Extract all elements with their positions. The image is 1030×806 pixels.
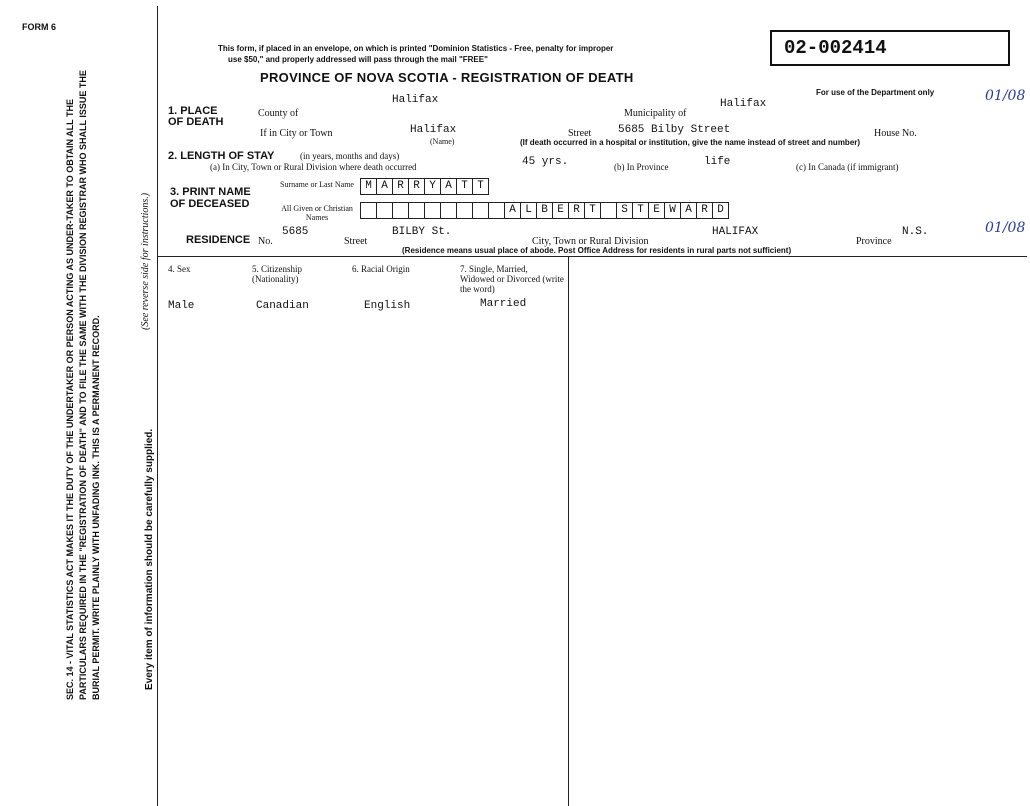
marital-label: 7. Single, Married, Widowed or Divorced (write the word) [460,264,564,294]
city-label: If in City or Town [260,128,333,139]
surname-cell: R [408,178,424,195]
stay-label: 2. LENGTH OF STAY [168,150,275,162]
given-cell: S [616,202,632,219]
divider-main [157,256,1027,257]
given-cell: B [536,202,552,219]
sex-value: Male [168,300,195,312]
side-statute: SEC. 14 - VITAL STATISTICS ACT MAKES IT THE DUTY OF THE UNDERTAKER OR PERSON ACTING AS UNDER-TAKER TO OBTAIN ALL THE PARTICULARS REQUIRED IN THE "REGISTRATION OF DEATH" AND TO FILE THE SAME WITH THE DIVISION REGISTRAR WHO SHALL ISSUE THE BURIAL PERMIT. WRITE PLAINLY WITH UNFADING INK. THIS IS A PERMANENT RECORD. [65,70,101,700]
given-cell [376,202,392,219]
given-cell [440,202,456,219]
name-label: 3. PRINT NAME OF DECEASED [170,186,251,210]
stay-b-value: life [704,156,731,168]
given-label: All Given or Christian Names [281,204,353,222]
surname-cell: Y [424,178,440,195]
given-cell: R [568,202,584,219]
residence-note: (Residence means usual place of abode. Post Office Address for residents in rural parts not sufficient) [402,246,792,255]
dept-mark-2: 01/08 [985,220,1026,236]
given-cell: A [680,202,696,219]
residence-province-label: Province [856,236,892,247]
frame-left [157,6,158,806]
citizenship-value: Canadian [256,300,309,312]
given-cell: E [648,202,664,219]
city-value: Halifax [410,124,457,136]
stay-sub: (in years, months and days) [300,151,400,161]
origin-label: 6. Racial Origin [352,264,410,274]
dept-use-label: For use of the Department only [816,88,935,97]
origin-value: English [364,300,411,312]
given-cell: T [632,202,648,219]
given-cell [392,202,408,219]
side-supplied: Every item of information should be carefully supplied. [144,428,155,690]
registration-number-box [770,30,1010,66]
place-label: 1. PLACE OF DEATH [168,105,224,128]
residence-province: N.S. [902,226,929,238]
county-value: Halifax [392,94,439,106]
residence-no: 5685 [282,226,309,238]
municipality-label: Municipality of [624,108,687,119]
registration-number: 02-002414 [784,37,887,59]
surname-cell: T [472,178,489,195]
given-cell [488,202,504,219]
given-cell: A [504,202,520,219]
residence-no-label: No. [258,236,273,247]
municipality-value: Halifax [720,98,767,110]
given-cell: T [584,202,600,219]
residence-street: BILBY St. [392,226,452,238]
marital-value: Married [480,298,527,310]
given-cell [600,202,616,219]
hospital-note: (If death occurred in a hospital or institution, give the name instead of street and number) [520,138,861,147]
surname-cell: R [392,178,408,195]
given-cell: L [520,202,536,219]
citizenship-label: 5. Citizenship (Nationality) [252,264,302,284]
side-instruction: (See reverse side for instructions.) [140,192,151,330]
stay-a-label: (a) In City, Town or Rural Division where death occurred [210,162,417,172]
street-value: 5685 Bilby Street [618,124,731,136]
surname-grid [360,178,489,195]
street-label: Street [568,128,592,139]
form-title: PROVINCE OF NOVA SCOTIA - REGISTRATION OF DEATH [260,70,634,85]
surname-cell: M [360,178,376,195]
residence-label: RESIDENCE [186,234,251,246]
residence-city: HALIFAX [712,226,759,238]
surname-cell: T [456,178,472,195]
county-label: County of [258,108,299,119]
form-label: FORM 6 [22,22,57,32]
dept-mark-1: 01/08 [985,88,1026,104]
given-cell: D [712,202,729,219]
stay-a-value: 45 yrs. [522,156,569,168]
sex-label: 4. Sex [168,264,191,274]
given-cell: R [696,202,712,219]
divider-medical [568,256,569,806]
given-cell [360,202,376,219]
stay-b-label: (b) In Province [614,162,669,172]
surname-label: Surname or Last Name [280,180,354,189]
given-cell [424,202,440,219]
given-cell: W [664,202,680,219]
residence-street-label: Street [344,236,368,247]
mailing-note-2: use $50," and properly addressed will pass through the mail "FREE" [228,55,488,64]
house-label: House No. [874,128,917,139]
name-sublabel: (Name) [430,137,455,146]
surname-cell: A [376,178,392,195]
given-cell [456,202,472,219]
given-cell: E [552,202,568,219]
stay-c-label: (c) In Canada (if immigrant) [796,162,899,172]
mailing-note-1: This form, if placed in an envelope, on which is printed "Dominion Statistics - Free, penalty for improper [218,44,614,53]
residence-city-label: City, Town or Rural Division [532,236,649,247]
given-cell [472,202,488,219]
given-grid [360,202,729,219]
given-cell [408,202,424,219]
surname-cell: A [440,178,456,195]
